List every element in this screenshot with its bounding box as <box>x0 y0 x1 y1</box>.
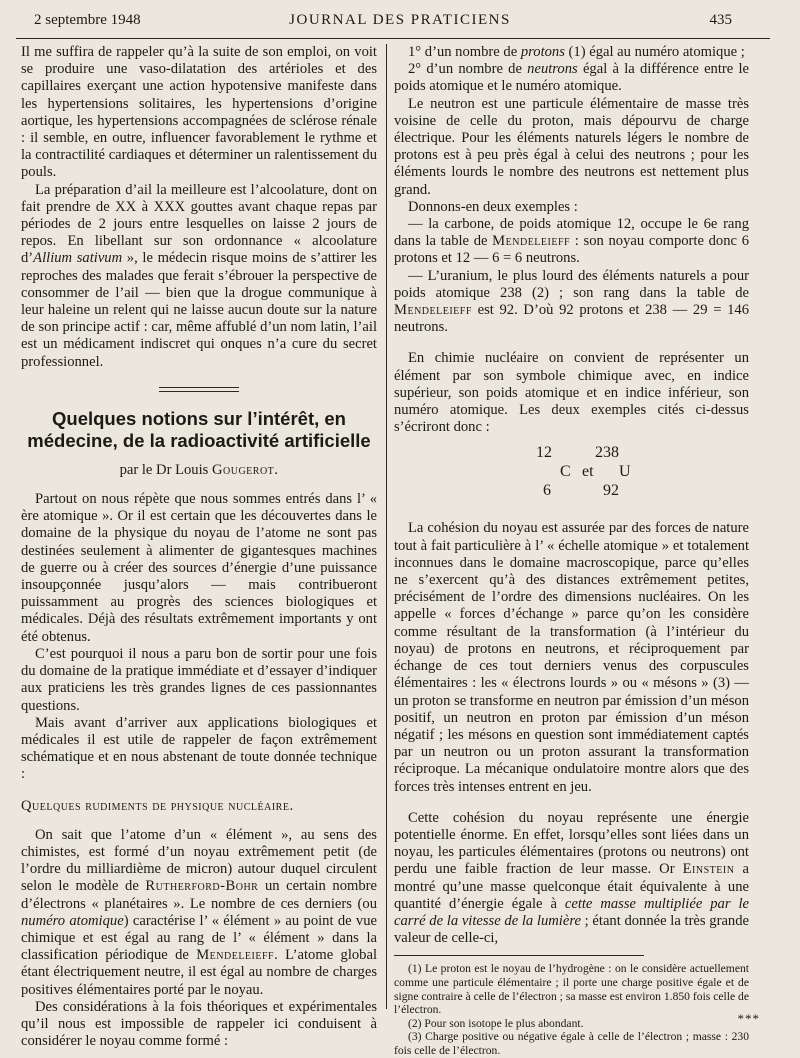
text-span: Cette cohésion du noyau représente une énergie potentielle énorme. En effet, lorsqu’elles sont liées dans un noyau, les particules élémentaires (protons ou neutrons) ont perdu une faible fraction de leur masse. Or <box>394 809 749 878</box>
section-heading: Quelques rudiments de physique nucléaire. <box>21 797 294 814</box>
footnote-2: (2) Pour son isotope le plus abondant. <box>408 1016 584 1030</box>
text-span: ; étant donnée la très grande valeur de celle-ci, <box>394 912 749 947</box>
italic-term: neutrons <box>527 61 578 78</box>
carbon-atomic-number: 6 <box>543 482 551 500</box>
italic-term: protons <box>520 44 565 60</box>
header-page-number: 435 <box>709 12 732 28</box>
italic-formula-text: cette masse multipliée par le carré de la vitesse de la lumière <box>394 895 749 929</box>
paragraph-intro: Il me suffira de rappeler qu’à la suite de son emploi, on voit se produire une vaso-dilatation des artérioles et des capillaires exerçant une action hypotensive manifeste dans les hypertensions solitaires, les hypertensions d’origine aortique, les hypertensions accompagnées de sclérose rénale : il semble, en outre, influencer favorablement le rythme et la contractilité cardiaques et déterminer un ralentissement du pouls. <box>21 44 377 181</box>
paragraph-neutron: Le neutron est une particule élémentaire de masse très voisine de celle du proton, mais dépourvu de charge électrique. Pour les éléments naturels légers le nombre de protons est à peu près égal à celui des neutrons ; pour les éléments lourds le nombre des neutrons est nettement plus grand. <box>394 95 749 198</box>
paragraph-donnons: Donnons-en deux exemples : <box>408 198 578 215</box>
text-span: », le médecin risque moins de s’attirer les reproches des malades que ferait s’ébrouer la perspective de consommer de l’ail — bien que la drogue communique à leur haleine un relent qui ne laisse aucun doute sur la nature de son principe actif : car, même affublé d’un nom latin, l’ail est un médicament indiscret qui onques n’a cure du secret professionnel. <box>21 250 377 370</box>
paragraph-carbone <box>394 216 749 268</box>
uranium-mass-number: 238 <box>595 444 619 462</box>
header-rule <box>16 38 770 39</box>
section-ornament-rule <box>159 387 239 392</box>
text-span: 1° d’un nombre de <box>408 44 521 60</box>
byline-prefix: par le Dr Louis <box>119 461 212 478</box>
paragraph-chimie: En chimie nucléaire on convient de représenter un élément par son symbole chimique avec, en indice supérieur, son poids atomique et en indice inférieur, son numéro atomique. Les deux exemples cités ci-dessus s’écriront donc : <box>394 350 749 436</box>
nuclear-notation <box>394 444 749 504</box>
header-date: 2 septembre 1948 <box>34 12 141 28</box>
italic-latin-name: Allium sativum <box>33 250 123 267</box>
paragraph-preparation <box>21 182 377 371</box>
paragraph-cohesion: La cohésion du noyau est assurée par des forces de nature tout à fait particulière à l’ « échelle atomique » et totalement inconnues dans le domaine macroscopique, parce qu’elles ne s’exercent qu’à des distances extrêmement petites, précisément de l’ordre des dimensions nucléaires. On les appelle « forces d’échange » parce qu’on les considère comme résultant de la transformation (à l’intérieur du noyau) de protons en neutrons, et réciproquement par échange de ces tout derniers venus des corpuscules élémentaires : les « électrons lourds » ou « mésons » (3) — un proton se transforme en neutron par émission d’un méson positif, un neutron en proton par émission d’un méson négatif ; les mésons en question sont immédiatement captés par un neutron ou un proton assurant la transformation réciproque. La mécanique ondulatoire montre alors que des forces très intenses entrent en jeu. <box>394 520 749 795</box>
text-span: a montré qu’une masse quelconque était équivalente à une quantité d’énergie égale à <box>394 861 749 912</box>
header-journal-title: JOURNAL DES PRATICIENS <box>289 12 511 28</box>
text-span: 2° d’un nombre de <box>408 61 528 78</box>
footnotes <box>394 955 749 1057</box>
name-rutherford-bohr: Rutherford-Bohr <box>145 878 259 895</box>
footnote-1: (1) Le proton est le noyau de l’hydrogène : on le considère actuellement comme une particule élémentaire ; il porte une charge positive égale et de signe contraire à celle de l’électron ; sa masse est environ 1.850 fois celle de l’électron. <box>394 962 749 1017</box>
article-title: Quelques notions sur l’intérêt, en médecine, de la radioactivité artificielle <box>27 407 371 451</box>
text-span: . L’atome global étant électriquement neutre, il est égal au nombre de charges positives élémentaires porté par le noyau. <box>21 947 377 998</box>
paragraph-energie <box>394 810 749 948</box>
paragraph-onsait <box>21 827 377 999</box>
spacer <box>394 796 749 810</box>
column-divider <box>386 44 387 1009</box>
list-item-protons <box>394 44 749 61</box>
text-span: est 92. D’où 92 protons et 238 — 29 = 146 neutrons. <box>394 302 749 336</box>
italic-term: numéro atomique <box>21 912 124 929</box>
name-einstein: Einstein <box>682 861 735 878</box>
uranium-symbol: U <box>619 463 631 481</box>
paragraph-considerations: Des considérations à la fois théoriques et expérimentales qu’il nous est impossible de rappeler ici conduisent à considérer le noyau comme formé : <box>21 998 377 1050</box>
text-span: un certain nombre d’électrons « planétaires ». Le nombre de ces derniers (ou <box>21 878 377 912</box>
footnote-3: (3) Charge positive ou négative égale à celle de l’électron ; masse : 230 fois celle de l’électron. <box>394 1030 749 1057</box>
list-item-neutrons <box>394 61 749 95</box>
uranium-atomic-number: 92 <box>603 482 619 500</box>
left-column <box>21 44 377 1050</box>
byline-author: Gougerot. <box>211 461 279 478</box>
text-span: La préparation d’ail la meilleure est l’alcoolature, dont on fait prendre de XX à XXX gouttes avant chaque repas par périodes de 2 jours entre lesquelles on laisse 2 jours de repos. En libellant sur son ordonnance « alcoolature d’ <box>21 181 377 267</box>
paragraph-mais: Mais avant d’arriver aux applications biologiques et médicales il est utile de rappeler de façon extrêmement schématique et en nous abstenant de toute donnée technique : <box>21 714 377 783</box>
name-mendeleieff: Mendeleieff <box>492 233 571 250</box>
paragraph-partout: Partout on nous répète que nous sommes entrés dans l’ « ère atomique ». Or il est certain que les découvertes dans le domaine de la physique du noyau de l’atome ne sont pas destinées seulement à alimenter de gigantesques machines de guerre ou à créer des sources d’énergie d’une puissance insoupçonnée jusqu’alors — mais contribueront puissamment au progrès des sciences biologiques et médicales. Déjà des résultats extrêmement importants y ont été obtenus. <box>21 491 377 645</box>
paragraph-uranium <box>394 268 749 337</box>
name-mendeleieff: Mendeleieff <box>394 302 472 319</box>
text-span: ) caractérise l’ « élément » au point de vue chimique et est égal au rang de l’ « élément » dans la classification périodique de <box>21 912 377 964</box>
ornament-stars: *** <box>737 1011 760 1026</box>
text-span: — L’uranium, le plus lourd des éléments naturels a pour poids atomique 238 (2) ; son rang dans la table de <box>394 267 749 301</box>
text-span: : son noyau comporte donc 6 protons et 12 — 6 = 6 neutrons. <box>394 233 749 267</box>
article-byline <box>21 462 377 479</box>
paragraph-cest: C’est pourquoi il nous a paru bon de sortir pour une fois du domaine de la pratique immédiate et d’essayer d’indiquer aux praticiens les très grandes lignes de ces passionnantes questions. <box>21 645 377 714</box>
text-span: (1) égal au numéro atomique ; <box>564 44 745 60</box>
text-span: On sait que l’atome d’un « élément », au sens des chimistes, est formé d’un noyau extrêmement petit (de l’ordre du milliardième de micron) autour duquel circulent selon le modèle de <box>21 826 377 895</box>
name-mendeleieff: Mendeleieff <box>196 947 275 964</box>
text-span: — la carbone, de poids atomique 12, occupe le 6e rang dans la table de <box>394 216 749 250</box>
notation-connector: et <box>582 463 594 481</box>
carbon-mass-number: 12 <box>536 444 552 462</box>
spacer <box>394 336 749 350</box>
carbon-symbol: C <box>560 463 571 481</box>
text-span: égal à la différence entre le poids atomique et le numéro atomique. <box>394 61 749 95</box>
right-column <box>394 44 749 1058</box>
page-header <box>0 12 800 36</box>
